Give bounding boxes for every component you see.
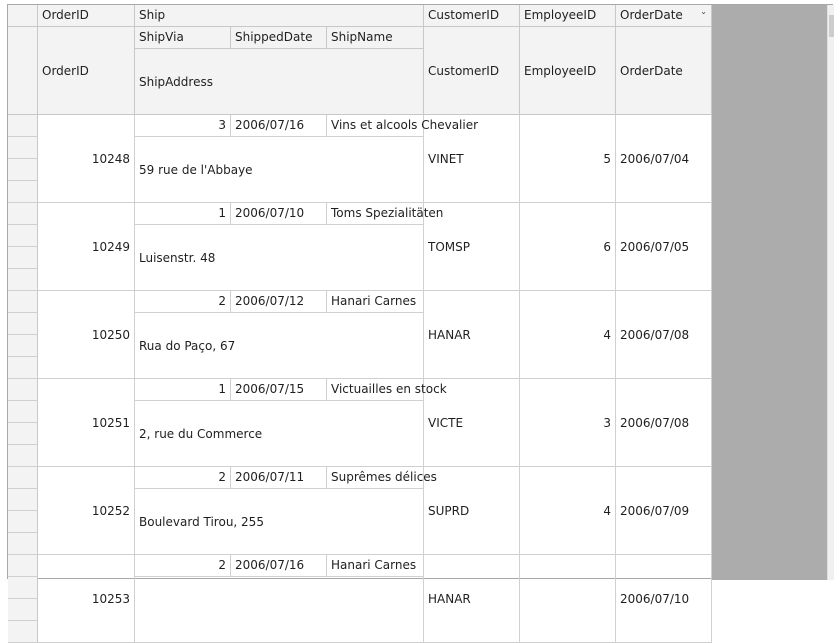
header-shippeddate[interactable]: ShippedDate bbox=[231, 27, 327, 49]
row-header[interactable] bbox=[8, 225, 38, 247]
cell-shipname[interactable]: Toms Spezialitäten bbox=[327, 203, 424, 225]
cell-orderdate[interactable]: 2006/07/05 bbox=[616, 203, 712, 291]
cell-shipvia[interactable]: 2 bbox=[135, 467, 231, 489]
subheader-orderdate[interactable]: OrderDate bbox=[616, 27, 712, 115]
row-header[interactable] bbox=[8, 357, 38, 379]
header-shipaddress[interactable]: ShipAddress bbox=[135, 49, 424, 115]
row-header[interactable] bbox=[8, 401, 38, 423]
cell-shipaddress[interactable]: 2, rue du Commerce bbox=[135, 401, 424, 467]
row-header[interactable] bbox=[8, 291, 38, 313]
subheader-employeeid[interactable]: EmployeeID bbox=[520, 27, 616, 115]
cell-shipaddress[interactable]: 59 rue de l'Abbaye bbox=[135, 137, 424, 203]
row-header[interactable] bbox=[8, 577, 38, 599]
row-header[interactable] bbox=[8, 555, 38, 577]
row-header[interactable] bbox=[8, 533, 38, 555]
cell-orderdate[interactable]: 2006/07/04 bbox=[616, 115, 712, 203]
header-employeeid[interactable]: EmployeeID bbox=[520, 5, 616, 27]
cell-orderid[interactable]: 10250 bbox=[38, 291, 135, 379]
cell-shippeddate[interactable]: 2006/07/11 bbox=[231, 467, 327, 489]
cell-shipname[interactable]: Victuailles en stock bbox=[327, 379, 424, 401]
cell-shipvia[interactable]: 3 bbox=[135, 115, 231, 137]
cell-shipname[interactable]: Suprêmes délices bbox=[327, 467, 424, 489]
cell-orderid[interactable]: 10251 bbox=[38, 379, 135, 467]
cell-shippeddate[interactable]: 2006/07/10 bbox=[231, 203, 327, 225]
chevron-down-icon[interactable]: ⌄ bbox=[700, 7, 707, 16]
row-header[interactable] bbox=[8, 423, 38, 445]
cell-orderid[interactable]: 10252 bbox=[38, 467, 135, 555]
cell-customerid[interactable]: HANAR bbox=[424, 291, 520, 379]
cell-orderdate[interactable]: 2006/07/09 bbox=[616, 467, 712, 555]
vertical-scrollbar[interactable] bbox=[827, 5, 834, 580]
row-header[interactable] bbox=[8, 203, 38, 225]
header-ship-group[interactable]: Ship bbox=[135, 5, 424, 27]
cell-employeeid[interactable] bbox=[520, 555, 616, 643]
cell-orderdate[interactable]: 2006/07/10 bbox=[616, 555, 712, 643]
cell-shippeddate[interactable]: 2006/07/12 bbox=[231, 291, 327, 313]
row-header[interactable] bbox=[8, 379, 38, 401]
cell-employeeid[interactable]: 4 bbox=[520, 467, 616, 555]
row-header[interactable] bbox=[8, 181, 38, 203]
cell-orderid[interactable]: 10253 bbox=[38, 555, 135, 643]
row-header[interactable] bbox=[8, 269, 38, 291]
cell-shipaddress[interactable] bbox=[135, 577, 424, 643]
cell-orderid[interactable]: 10249 bbox=[38, 203, 135, 291]
subheader-customerid[interactable]: CustomerID bbox=[424, 27, 520, 115]
grid-body bbox=[8, 5, 712, 606]
cell-shipaddress[interactable]: Boulevard Tirou, 255 bbox=[135, 489, 424, 555]
cell-shipvia[interactable]: 1 bbox=[135, 203, 231, 225]
subheader-orderid[interactable]: OrderID bbox=[38, 27, 135, 115]
cell-orderdate[interactable]: 2006/07/08 bbox=[616, 379, 712, 467]
cell-orderid[interactable]: 10248 bbox=[38, 115, 135, 203]
cell-employeeid[interactable]: 6 bbox=[520, 203, 616, 291]
cell-orderdate[interactable]: 2006/07/08 bbox=[616, 291, 712, 379]
cell-shipname[interactable]: Vins et alcools Chevalier bbox=[327, 115, 424, 137]
data-grid bbox=[7, 4, 833, 606]
cell-shipvia[interactable]: 2 bbox=[135, 291, 231, 313]
row-header[interactable] bbox=[8, 137, 38, 159]
row-header[interactable] bbox=[8, 599, 38, 621]
row-header[interactable] bbox=[8, 445, 38, 467]
header-customerid[interactable]: CustomerID bbox=[424, 5, 520, 27]
header-orderdate[interactable] bbox=[616, 5, 712, 27]
cell-customerid[interactable]: VICTE bbox=[424, 379, 520, 467]
row-header-spacer bbox=[8, 27, 38, 115]
cell-shippeddate[interactable]: 2006/07/15 bbox=[231, 379, 327, 401]
cell-shipvia[interactable]: 2 bbox=[135, 555, 231, 577]
row-header[interactable] bbox=[8, 159, 38, 181]
cell-shipname[interactable]: Hanari Carnes bbox=[327, 555, 424, 577]
row-header[interactable] bbox=[8, 511, 38, 533]
cell-employeeid[interactable]: 5 bbox=[520, 115, 616, 203]
row-header[interactable] bbox=[8, 489, 38, 511]
row-header[interactable] bbox=[8, 621, 38, 643]
cell-customerid[interactable]: VINET bbox=[424, 115, 520, 203]
cell-shipvia[interactable]: 1 bbox=[135, 379, 231, 401]
cell-shippeddate[interactable]: 2006/07/16 bbox=[231, 115, 327, 137]
cell-shipname[interactable]: Hanari Carnes bbox=[327, 291, 424, 313]
cell-customerid[interactable]: SUPRD bbox=[424, 467, 520, 555]
header-orderid[interactable]: OrderID bbox=[38, 5, 135, 27]
row-header[interactable] bbox=[8, 313, 38, 335]
corner-header[interactable] bbox=[8, 5, 38, 27]
cell-employeeid[interactable]: 4 bbox=[520, 291, 616, 379]
row-header[interactable] bbox=[8, 115, 38, 137]
header-shipvia[interactable]: ShipVia bbox=[135, 27, 231, 49]
row-header[interactable] bbox=[8, 467, 38, 489]
row-header[interactable] bbox=[8, 247, 38, 269]
header-orderdate-label: OrderDate bbox=[620, 8, 683, 22]
cell-employeeid[interactable]: 3 bbox=[520, 379, 616, 467]
cell-customerid[interactable]: TOMSP bbox=[424, 203, 520, 291]
cell-shipaddress[interactable]: Rua do Paço, 67 bbox=[135, 313, 424, 379]
cell-customerid[interactable]: HANAR bbox=[424, 555, 520, 643]
row-header[interactable] bbox=[8, 335, 38, 357]
cell-shipaddress[interactable]: Luisenstr. 48 bbox=[135, 225, 424, 291]
cell-shippeddate[interactable]: 2006/07/16 bbox=[231, 555, 327, 577]
scrollbar-thumb[interactable] bbox=[829, 15, 834, 37]
grid-empty-area bbox=[712, 5, 828, 580]
header-shipname[interactable]: ShipName bbox=[327, 27, 424, 49]
